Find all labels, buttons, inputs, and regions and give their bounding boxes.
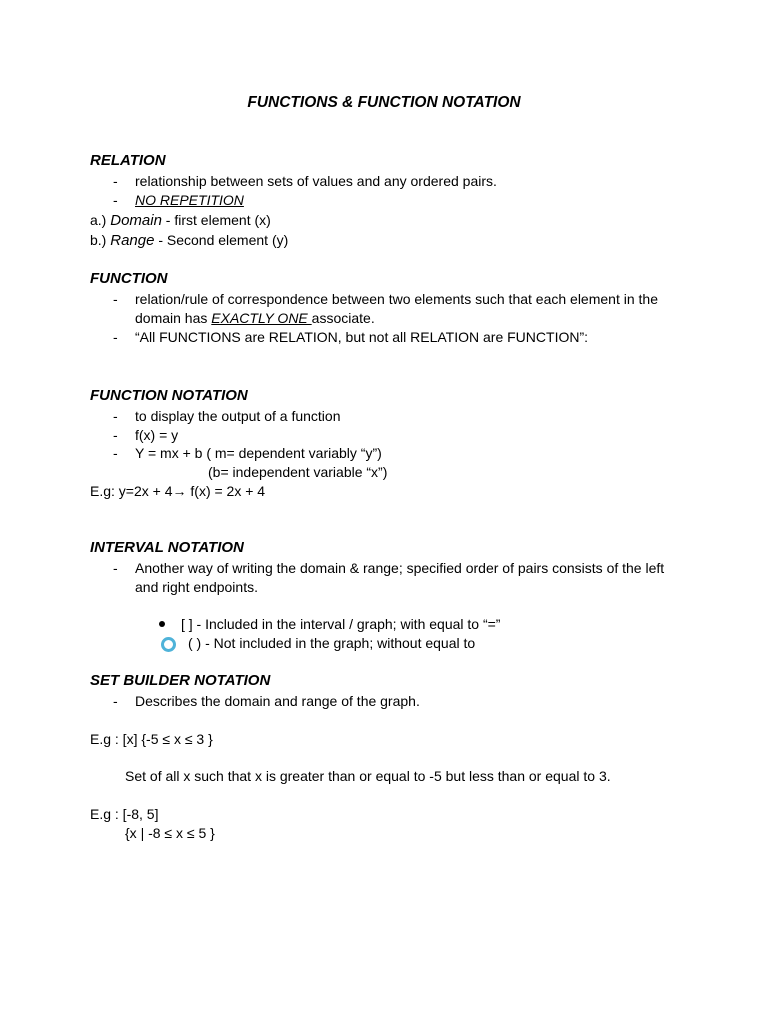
interval-bullet-1: [ ] - Included in the interval / graph; with equal to “=” bbox=[181, 616, 501, 632]
function-item-1-post: associate. bbox=[311, 310, 375, 326]
relation-item-1: relationship between sets of values and any ordered pairs. bbox=[135, 173, 497, 189]
dash-marker: - bbox=[113, 560, 118, 576]
exactly-one-text: EXACTLY ONE bbox=[211, 310, 312, 326]
relation-item-2: NO REPETITION bbox=[135, 192, 244, 208]
interval-bullet-2: ( ) - Not included in the graph; without equal to bbox=[188, 635, 476, 651]
domain-line bbox=[90, 211, 271, 230]
function-notation-item-1: to display the output of a function bbox=[135, 408, 341, 424]
function-notation-item-3-cont: (b= independent variable “x”) bbox=[208, 464, 388, 480]
interval-item-line-1: Another way of writing the domain & range; specified order of pairs consists of the left bbox=[135, 560, 665, 576]
interval-item-line-2: and right endpoints. bbox=[135, 579, 258, 595]
function-notation-heading: FUNCTION NOTATION bbox=[90, 387, 248, 404]
dash-marker: - bbox=[113, 445, 118, 461]
domain-prefix: a.) bbox=[90, 212, 107, 228]
dash-marker: - bbox=[113, 427, 118, 443]
function-item-1-pre: domain has bbox=[135, 310, 212, 326]
page-title: FUNCTIONS & FUNCTION NOTATION bbox=[247, 94, 521, 111]
set-builder-example-1-desc: Set of all x such that x is greater than or equal to -5 but less than or equal to 3. bbox=[125, 768, 611, 784]
set-builder-heading: SET BUILDER NOTATION bbox=[90, 672, 271, 689]
interval-notation-heading: INTERVAL NOTATION bbox=[90, 539, 244, 556]
function-notation-item-3: Y = mx + b ( m= dependent variably “y”) bbox=[135, 445, 382, 461]
range-prefix: b.) bbox=[90, 232, 107, 248]
range-word: Range bbox=[110, 232, 155, 249]
dash-marker: - bbox=[113, 291, 118, 307]
dash-marker: - bbox=[113, 693, 118, 709]
set-builder-example-2: E.g : [-8, 5] bbox=[90, 806, 159, 822]
range-line bbox=[90, 231, 288, 250]
dash-marker: - bbox=[113, 329, 118, 345]
set-builder-example-1: E.g : [x] {-5 ≤ x ≤ 3 } bbox=[90, 731, 213, 747]
dash-marker: - bbox=[113, 408, 118, 424]
bullet-dot-icon bbox=[159, 621, 165, 627]
set-builder-item: Describes the domain and range of the graph. bbox=[135, 693, 420, 709]
function-item-2: “All FUNCTIONS are RELATION, but not all RELATION are FUNCTION”: bbox=[135, 329, 589, 345]
function-item-1-line-2 bbox=[135, 309, 375, 327]
function-item-1-line-1: relation/rule of correspondence between two elements such that each element in the bbox=[135, 291, 658, 307]
set-builder-example-2-set: {x | -8 ≤ x ≤ 5 } bbox=[125, 825, 215, 841]
domain-word: Domain bbox=[110, 212, 162, 229]
range-text: - Second element (y) bbox=[154, 232, 289, 248]
function-heading: FUNCTION bbox=[90, 270, 168, 287]
relation-heading: RELATION bbox=[90, 152, 166, 169]
dash-marker: - bbox=[113, 192, 118, 208]
domain-text: - first element (x) bbox=[161, 212, 271, 228]
function-notation-item-2: f(x) = y bbox=[135, 427, 179, 443]
dash-marker: - bbox=[113, 173, 118, 189]
ring-bullet-icon bbox=[161, 637, 176, 652]
function-notation-example: E.g: y=2x + 4→ f(x) = 2x + 4 bbox=[90, 483, 266, 499]
